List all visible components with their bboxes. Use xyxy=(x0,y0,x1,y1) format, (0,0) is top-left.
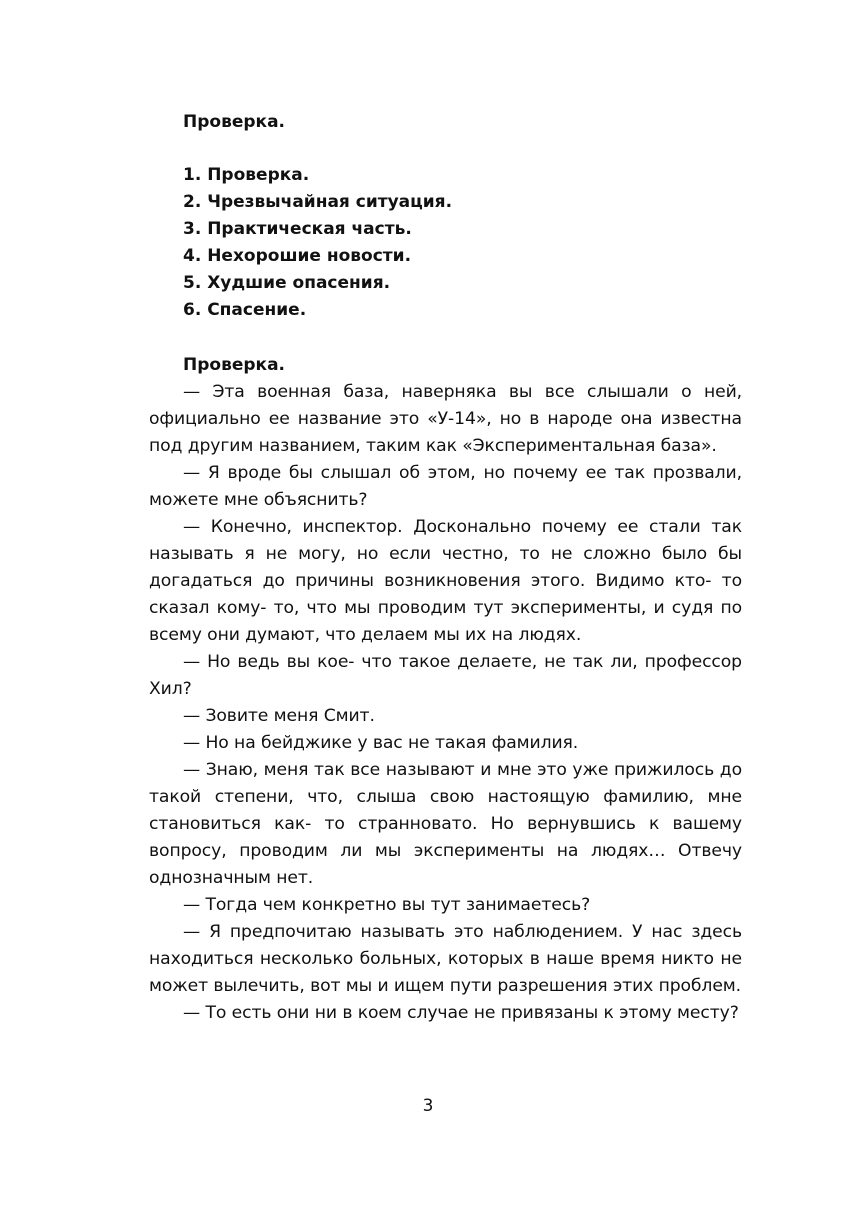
paragraph: — Но на бейджике у вас не такая фамилия. xyxy=(183,733,579,753)
section-heading: Проверка. xyxy=(183,355,285,375)
paragraph: — Я вроде бы слышал об этом, но почему ее так прозвали, можете мне объяснить? xyxy=(149,463,742,510)
toc-item: 4. Нехорошие новости. xyxy=(183,246,412,266)
page-title: Проверка. xyxy=(183,112,285,132)
toc-item: 2. Чрезвычайная ситуация. xyxy=(183,192,453,212)
paragraph: — Тогда чем конкретно вы тут занимаетесь? xyxy=(183,895,591,915)
paragraph: — Знаю, меня так все называют и мне это уже прижилось до такой степени, что, слыша свою настоящую фамилию, мне становиться как- то странновато. Но вернувшись к вашему вопросу, проводим ли мы эксперименты на людях… Отвечу однозначным нет. xyxy=(149,760,742,888)
paragraph: — Но ведь вы кое- что такое делаете, не так ли, профессор Хил? xyxy=(149,652,742,699)
paragraph: — Зовите меня Смит. xyxy=(183,706,375,726)
paragraph: — Эта военная база, наверняка вы все слышали о ней, официально ее название это «У-14», но в народе она известна под другим названием, таким как «Экспериментальная база». xyxy=(149,382,742,456)
table-of-contents xyxy=(183,162,452,324)
paragraph: — Я предпочитаю называть это наблюдением. У нас здесь находиться несколько больных, которых в наше время никто не может вылечить, вот мы и ищем пути разрешения этих проблем. xyxy=(149,922,742,996)
toc-item: 3. Практическая часть. xyxy=(183,219,412,239)
toc-item: 1. Проверка. xyxy=(183,165,310,185)
paragraph: — То есть они ни в коем случае не привязаны к этому месту? xyxy=(183,1003,739,1023)
body-text xyxy=(149,379,742,1027)
paragraph: — Конечно, инспектор. Досконально почему ее стали так называть я не могу, но если честно, то не сложно было бы догадаться до причины возникновения этого. Видимо кто- то сказал кому- то, что мы проводим тут эксперименты, и судя по всему они думают, что делаем мы их на людях. xyxy=(149,517,742,645)
toc-item: 5. Худшие опасения. xyxy=(183,273,391,293)
toc-item: 6. Спасение. xyxy=(183,300,307,320)
page-number: 3 xyxy=(422,1096,434,1116)
